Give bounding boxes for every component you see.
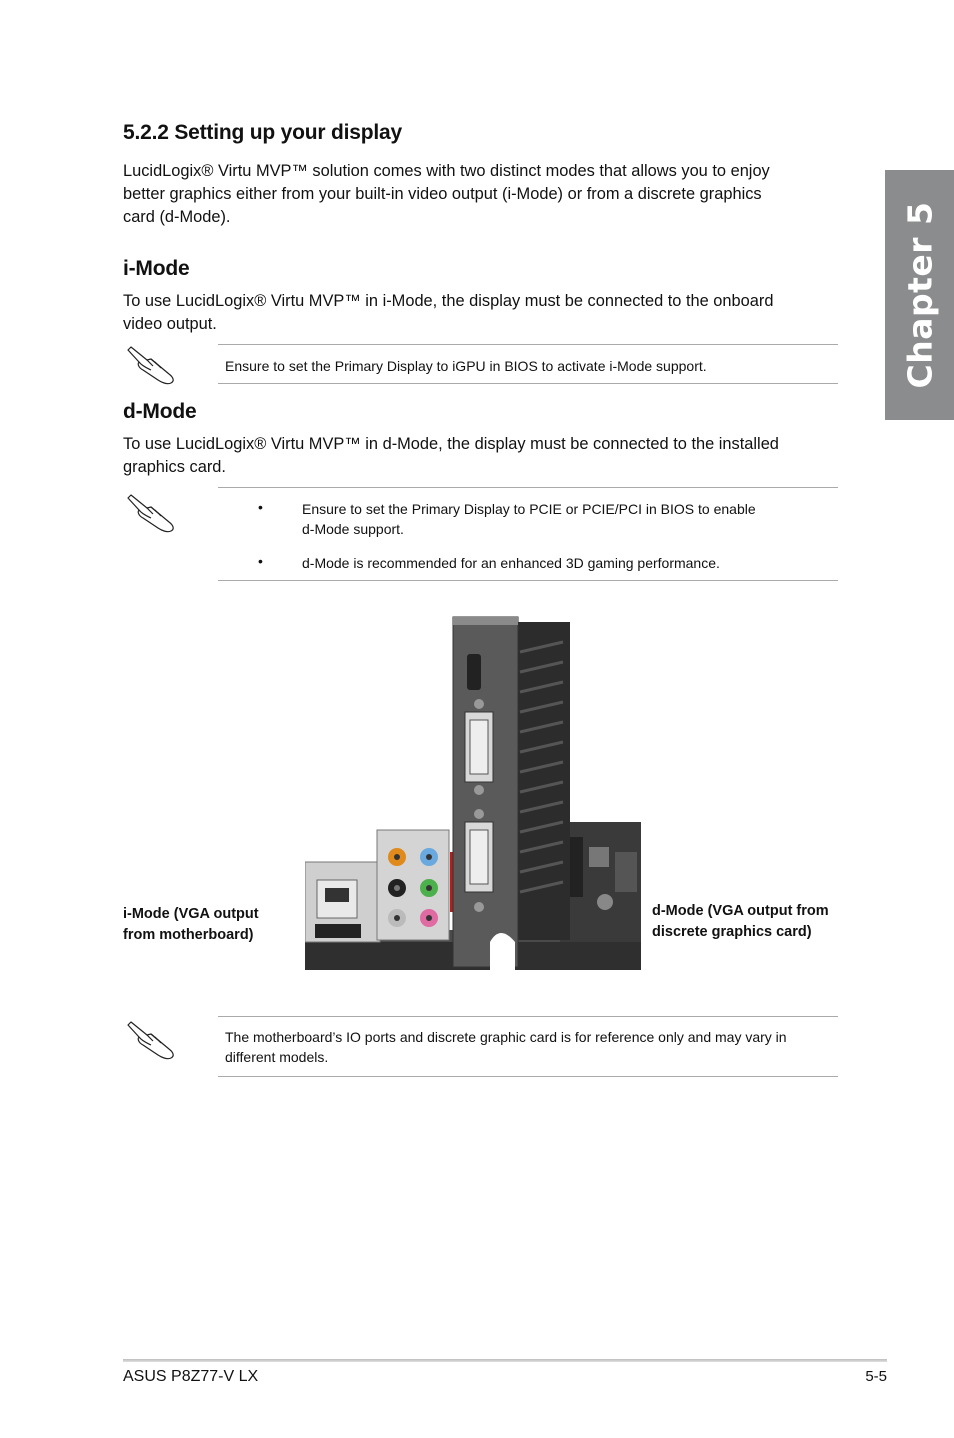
dmode-body-line: To use LucidLogix® Virtu MVP™ in d-Mode, the display must be connected to the installed	[123, 435, 779, 453]
dmode-note-item	[302, 499, 756, 539]
intro-line: better graphics either from your built-in video output (i-Mode) or from a discrete graphics	[123, 185, 762, 203]
hand-note-icon	[125, 1019, 179, 1061]
dmode-note-line: Ensure to set the Primary Display to PCIE or PCIE/PCI in BIOS to enable	[302, 501, 756, 517]
final-note-line: different models.	[225, 1049, 329, 1065]
footer-rule	[123, 1359, 887, 1362]
final-note-text	[225, 1027, 787, 1067]
dmode-body	[123, 433, 843, 479]
imode-note-text: Ensure to set the Primary Display to iGPU in BIOS to activate i-Mode support.	[225, 358, 707, 374]
dmode-note-line: d-Mode is recommended for an enhanced 3D gaming performance.	[302, 555, 720, 571]
note-bullet: •	[258, 553, 263, 569]
section-title: 5.2.2 Setting up your display	[123, 121, 402, 144]
dmode-body-line: graphics card.	[123, 458, 226, 476]
footer-product-name: ASUS P8Z77-V LX	[123, 1368, 259, 1385]
note-bottom-rule	[218, 580, 838, 581]
dmode-heading: d-Mode	[123, 400, 197, 423]
left-caption	[123, 904, 259, 946]
right-caption-line: discrete graphics card)	[652, 924, 812, 940]
final-note-line: The motherboard’s IO ports and discrete graphic card is for reference only and may vary in	[225, 1029, 787, 1045]
chapter-tab	[885, 170, 954, 420]
io-panel-and-graphics-card-photo	[305, 612, 641, 970]
note-bottom-rule	[218, 383, 838, 384]
hand-note-icon	[125, 344, 179, 386]
note-top-rule	[218, 344, 838, 345]
chapter-tab-label: Chapter 5	[900, 201, 939, 389]
imode-body	[123, 290, 843, 336]
imode-body-line: video output.	[123, 315, 217, 333]
note-bullet: •	[258, 499, 263, 515]
right-caption	[652, 901, 829, 943]
hand-note-icon	[125, 492, 179, 534]
section-intro	[123, 160, 843, 229]
imode-heading: i-Mode	[123, 257, 190, 280]
dmode-note-item	[302, 553, 720, 573]
imode-body-line: To use LucidLogix® Virtu MVP™ in i-Mode, the display must be connected to the onboard	[123, 292, 774, 310]
left-caption-line: from motherboard)	[123, 927, 254, 943]
dmode-note-line: d-Mode support.	[302, 521, 404, 537]
note-top-rule	[218, 1016, 838, 1017]
right-caption-line: d-Mode (VGA output from	[652, 903, 829, 919]
intro-line: card (d-Mode).	[123, 208, 231, 226]
note-top-rule	[218, 487, 838, 488]
footer-page-number: 5-5	[865, 1368, 887, 1385]
intro-line: LucidLogix® Virtu MVP™ solution comes with two distinct modes that allows you to enjoy	[123, 162, 770, 180]
left-caption-line: i-Mode (VGA output	[123, 906, 259, 922]
note-bottom-rule	[218, 1076, 838, 1077]
